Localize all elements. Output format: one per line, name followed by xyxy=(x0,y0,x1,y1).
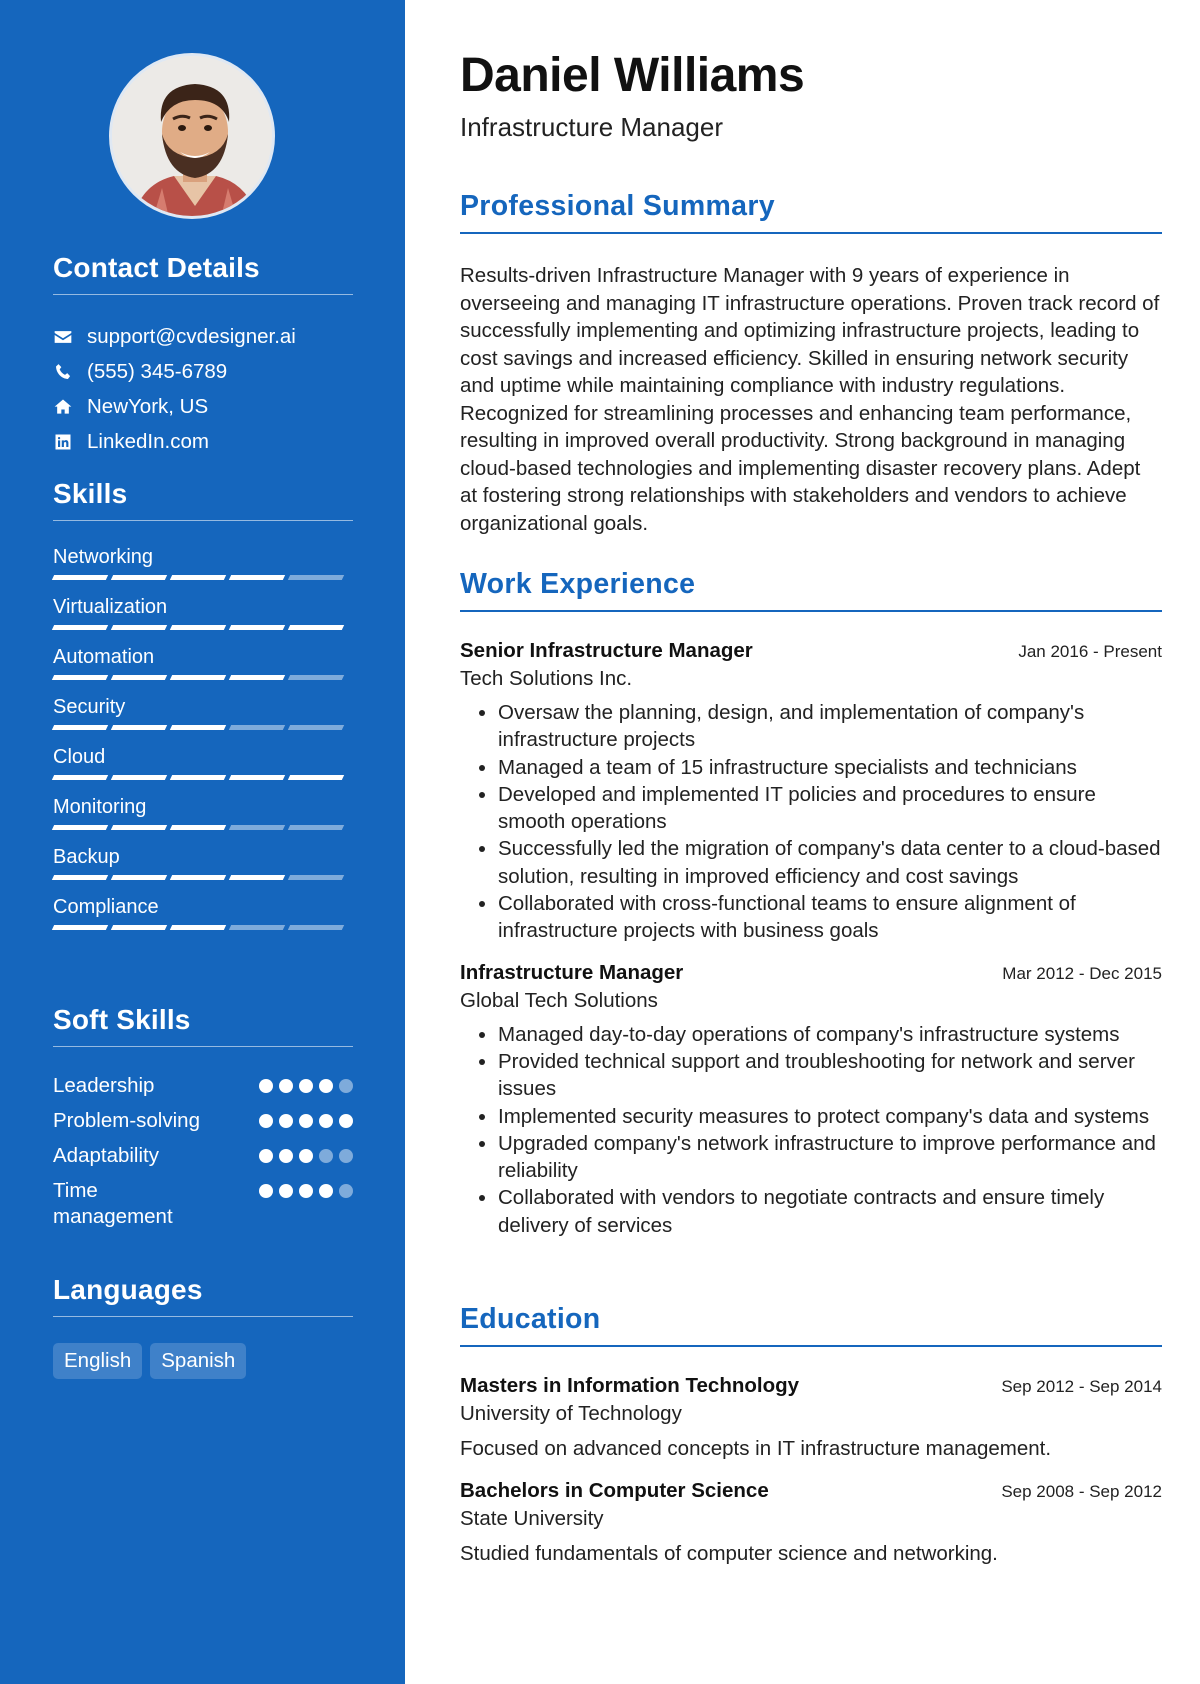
skill-level-segment xyxy=(229,625,285,630)
skill-level-segment xyxy=(52,825,108,830)
language-tag: English xyxy=(53,1343,142,1379)
skill-level-segment xyxy=(111,875,167,880)
job-bullet: • Successfully led the migration of company's data center to a cloud-based solution, resulting in improved efficiency and cost savings xyxy=(498,835,1162,890)
linkedin-icon xyxy=(53,432,87,452)
skill-level-segment xyxy=(288,725,344,730)
summary-title: Professional Summary xyxy=(460,190,1162,234)
soft-skills-section xyxy=(53,1004,353,1239)
job-bullet: • Collaborated with cross-functional teams to ensure alignment of infrastructure projects with business goals xyxy=(498,890,1162,945)
skill-item xyxy=(53,545,353,595)
skill-level-segment xyxy=(52,675,108,680)
home-icon xyxy=(53,397,87,417)
soft-skill-item xyxy=(53,1073,353,1099)
soft-skill-item xyxy=(53,1178,353,1230)
phone-icon xyxy=(53,362,87,382)
skill-level-segment xyxy=(229,925,285,930)
skills-section xyxy=(53,478,353,945)
skill-level-segment xyxy=(288,925,344,930)
skill-item xyxy=(53,595,353,645)
job-title: Senior Infrastructure Manager xyxy=(460,639,753,662)
skill-level-segment xyxy=(229,675,285,680)
rating-dot xyxy=(299,1079,313,1093)
job-entry xyxy=(460,961,1162,1239)
contact-linkedin-text: LinkedIn.com xyxy=(87,429,209,453)
skill-name: Networking xyxy=(53,546,154,568)
skill-name: Compliance xyxy=(53,896,159,918)
skill-level-segment xyxy=(111,725,167,730)
skill-level-segment xyxy=(111,775,167,780)
skill-level-segment xyxy=(111,675,167,680)
soft-skills-title: Soft Skills xyxy=(53,1004,353,1047)
skill-level-segment xyxy=(288,775,344,780)
skill-name: Backup xyxy=(53,846,120,868)
skill-name: Monitoring xyxy=(53,796,147,818)
skill-level-bar xyxy=(53,775,353,780)
skill-level-bar xyxy=(53,825,353,830)
soft-skill-name: Leadership xyxy=(53,1074,155,1097)
language-list xyxy=(53,1343,353,1379)
skill-level-segment xyxy=(52,875,108,880)
skill-level-segment xyxy=(111,925,167,930)
education-degree: Masters in Information Technology xyxy=(460,1374,800,1397)
skill-level-bar xyxy=(53,725,353,730)
contact-email[interactable] xyxy=(53,319,353,354)
soft-skill-rating xyxy=(259,1108,353,1128)
avatar-illustration xyxy=(112,56,275,219)
job-bullet: • Developed and implemented IT policies and procedures to ensure smooth operations xyxy=(498,781,1162,836)
skill-level-segment xyxy=(52,625,108,630)
education-degree: Bachelors in Computer Science xyxy=(460,1479,769,1502)
skill-level-segment xyxy=(229,825,285,830)
soft-skill-name: Problem-solving xyxy=(53,1109,200,1132)
summary-section xyxy=(460,190,1162,537)
contact-location xyxy=(53,389,353,424)
skill-level-segment xyxy=(111,825,167,830)
skill-level-segment xyxy=(288,675,344,680)
skill-level-segment xyxy=(52,925,108,930)
job-bullets xyxy=(460,699,1162,945)
skill-level-segment xyxy=(170,725,226,730)
skill-level-segment xyxy=(288,825,344,830)
job-bullet: • Oversaw the planning, design, and implementation of company's infrastructure projects xyxy=(498,699,1162,754)
rating-dot xyxy=(279,1184,293,1198)
skill-level-segment xyxy=(170,775,226,780)
education-entry xyxy=(460,1479,1162,1566)
job-company: Tech Solutions Inc. xyxy=(460,667,633,690)
skill-level-segment xyxy=(52,775,108,780)
job-bullet: • Managed a team of 15 infrastructure specialists and technicians xyxy=(498,754,1162,781)
education-description: Focused on advanced concepts in IT infrastructure management. xyxy=(460,1437,1052,1460)
rating-dot xyxy=(299,1149,313,1163)
skill-item xyxy=(53,645,353,695)
skill-level-bar xyxy=(53,575,353,580)
skill-level-bar xyxy=(53,625,353,630)
rating-dot xyxy=(339,1184,353,1198)
skill-item xyxy=(53,845,353,895)
experience-section xyxy=(460,568,1162,1239)
skill-level-segment xyxy=(111,575,167,580)
skill-level-segment xyxy=(170,625,226,630)
job-bullet: • Implemented security measures to protect company's data and systems xyxy=(498,1103,1162,1130)
contact-phone[interactable] xyxy=(53,354,353,389)
profile-photo xyxy=(109,53,275,219)
education-title: Education xyxy=(460,1303,1162,1347)
rating-dot xyxy=(299,1184,313,1198)
skill-level-segment xyxy=(170,825,226,830)
skill-level-segment xyxy=(52,725,108,730)
skill-level-segment xyxy=(170,925,226,930)
soft-skill-rating xyxy=(259,1073,353,1093)
education-section xyxy=(460,1303,1162,1566)
skill-item xyxy=(53,895,353,945)
soft-skill-name: Time management xyxy=(53,1179,173,1228)
experience-title: Work Experience xyxy=(460,568,1162,612)
rating-dot xyxy=(259,1114,273,1128)
education-entry xyxy=(460,1374,1162,1461)
job-dates: Jan 2016 - Present xyxy=(1018,642,1162,661)
soft-skill-list xyxy=(53,1073,353,1230)
skill-level-segment xyxy=(229,575,285,580)
summary-text: Results-driven Infrastructure Manager with 9 years of experience in overseeing and managing IT infrastructure operations. Proven track record of successfully implementing and optimizing infrastructure projects, leading to cost savings and increased efficiency. Skilled in ensuring network security and uptime while maintaining compliance with industry regulations. Recognized for streamlining processes and enhancing team performance, resulting in improved overall productivity. Strong background in managing cloud-based technologies and implementing disaster recovery plans. Adept at fostering strong relationships with stakeholders and vendors to achieve organizational goals. xyxy=(460,264,1160,535)
education-school: State University xyxy=(460,1507,604,1530)
rating-dot xyxy=(259,1149,273,1163)
skill-level-segment xyxy=(229,875,285,880)
job-bullet: • Collaborated with vendors to negotiate contracts and ensure timely delivery of services xyxy=(498,1184,1162,1239)
education-dates: Sep 2008 - Sep 2012 xyxy=(1001,1482,1162,1501)
skill-level-segment xyxy=(170,675,226,680)
contact-linkedin[interactable] xyxy=(53,424,353,459)
skill-name: Automation xyxy=(53,646,155,668)
skill-name: Virtualization xyxy=(53,596,168,618)
skill-level-segment xyxy=(288,575,344,580)
skill-level-bar xyxy=(53,675,353,680)
skill-level-segment xyxy=(229,725,285,730)
skill-item xyxy=(53,795,353,845)
rating-dot xyxy=(319,1184,333,1198)
contact-phone-text: (555) 345-6789 xyxy=(87,359,228,383)
language-tag: Spanish xyxy=(150,1343,246,1379)
skill-name: Cloud xyxy=(53,746,106,768)
skill-level-segment xyxy=(170,875,226,880)
candidate-role: Infrastructure Manager xyxy=(460,112,724,142)
languages-title: Languages xyxy=(53,1274,353,1317)
skills-title: Skills xyxy=(53,478,353,521)
education-school: University of Technology xyxy=(460,1402,682,1425)
job-bullet: • Provided technical support and troubleshooting for network and server issues xyxy=(498,1048,1162,1103)
skill-name: Security xyxy=(53,696,126,718)
skill-level-segment xyxy=(170,575,226,580)
skill-item xyxy=(53,745,353,795)
skill-level-segment xyxy=(288,625,344,630)
job-bullets xyxy=(460,1021,1162,1239)
skill-level-segment xyxy=(111,625,167,630)
skill-level-segment xyxy=(52,575,108,580)
rating-dot xyxy=(259,1079,273,1093)
job-bullet: • Upgraded company's network infrastructure to improve performance and reliability xyxy=(498,1130,1162,1185)
rating-dot xyxy=(339,1149,353,1163)
rating-dot xyxy=(279,1149,293,1163)
rating-dot xyxy=(339,1079,353,1093)
contact-email-text: support@cvdesigner.ai xyxy=(87,324,296,348)
rating-dot xyxy=(319,1079,333,1093)
soft-skill-item xyxy=(53,1143,353,1169)
soft-skill-rating xyxy=(259,1178,353,1198)
rating-dot xyxy=(319,1149,333,1163)
education-description: Studied fundamentals of computer science and networking. xyxy=(460,1542,998,1565)
rating-dot xyxy=(279,1079,293,1093)
rating-dot xyxy=(339,1114,353,1128)
job-dates: Mar 2012 - Dec 2015 xyxy=(1002,963,1162,983)
job-title: Infrastructure Manager xyxy=(460,960,684,984)
contact-list xyxy=(53,319,353,459)
candidate-name: Daniel Williams xyxy=(460,49,805,102)
skill-item xyxy=(53,695,353,745)
contact-location-text: NewYork, US xyxy=(87,394,209,418)
education-dates: Sep 2012 - Sep 2014 xyxy=(1001,1377,1162,1396)
job-entry xyxy=(460,639,1162,945)
contact-title: Contact Details xyxy=(53,252,353,295)
job-bullet: • Managed day-to-day operations of company's infrastructure systems xyxy=(498,1021,1162,1048)
rating-dot xyxy=(299,1114,313,1128)
rating-dot xyxy=(279,1114,293,1128)
skill-level-bar xyxy=(53,925,353,930)
job-company: Global Tech Solutions xyxy=(460,988,658,1012)
skill-level-segment xyxy=(288,875,344,880)
soft-skill-name: Adaptability xyxy=(53,1144,159,1167)
rating-dot xyxy=(259,1184,273,1198)
languages-section xyxy=(53,1274,353,1379)
soft-skill-rating xyxy=(259,1143,353,1163)
skill-level-segment xyxy=(229,775,285,780)
skill-list xyxy=(53,545,353,945)
skill-level-bar xyxy=(53,875,353,880)
contact-section xyxy=(53,252,353,459)
envelope-icon xyxy=(53,327,87,347)
soft-skill-item xyxy=(53,1108,353,1134)
rating-dot xyxy=(319,1114,333,1128)
sidebar xyxy=(0,0,405,1684)
